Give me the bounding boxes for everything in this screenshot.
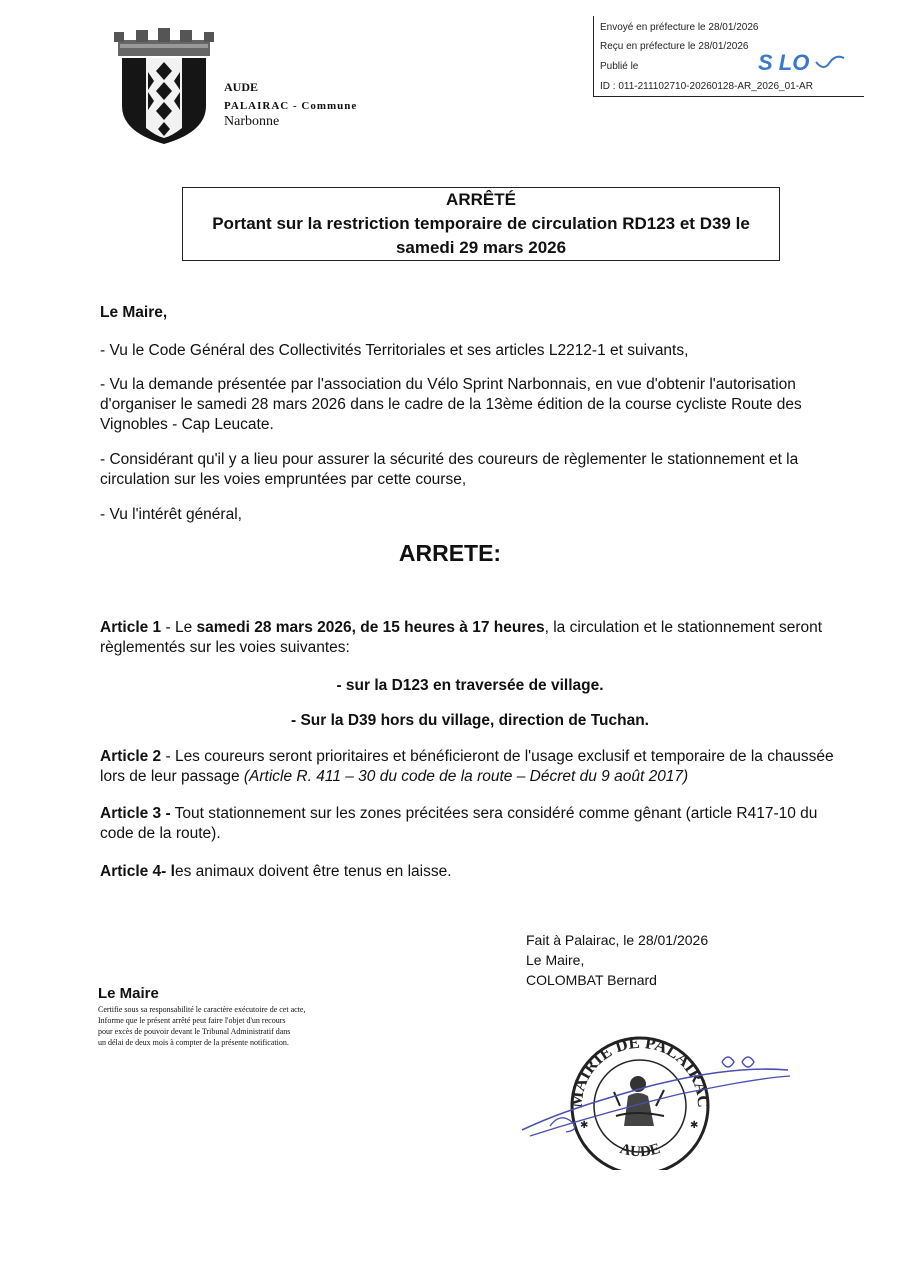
article-1-label: Article 1 (100, 619, 162, 636)
signature-name: COLOMBAT Bernard (526, 972, 657, 988)
prefecture-published: Publié le (600, 61, 639, 72)
maire-heading: Le Maire, (100, 304, 168, 321)
article-1-text: , la circulation et le stationnement seront règlementés sur les voies suivantes: (100, 619, 823, 656)
svg-text:MAIRIE DE PALAIRAC: MAIRIE DE PALAIRAC (566, 1032, 714, 1109)
article-4 (100, 862, 840, 882)
prefecture-received: Reçu en préfecture le 28/01/2026 (600, 41, 749, 52)
article-1-sep: - Le (161, 619, 197, 636)
article-3-text: Tout stationnement sur les zones précitées sera considéré comme gênant (article R417-10 du code de la route). (100, 805, 818, 842)
arrondissement-name: Narbonne (224, 114, 280, 129)
vu-interet: - Vu l'intérêt général, (100, 506, 242, 523)
article-3 (100, 804, 840, 844)
prefecture-sent: Envoyé en préfecture le 28/01/2026 (600, 22, 759, 33)
signature-place-date: Fait à Palairac, le 28/01/2026 (526, 932, 709, 948)
title-date: samedi 29 mars 2026 (395, 238, 567, 257)
certification-line: Informe que le présent arrêté peut faire l'objet d'un recours (98, 1016, 286, 1025)
article-1 (100, 618, 840, 658)
article-3-label: Article 3 - (100, 805, 171, 822)
prefecture-stamp (593, 16, 864, 97)
article-1-date: samedi 28 mars 2026, de 15 heures à 17 heures (196, 619, 545, 636)
commune-name: PALAIRAC - Commune (224, 100, 358, 112)
vu-demande: - Vu la demande présentée par l'association du Vélo Sprint Narbonnais, en vue d'obtenir l'autorisation d'organiser le samedi 28 mars 2026 dans le cadre de la 13ème édition de la course cycliste Route des Vignobles - Cap Leucate. (100, 376, 802, 433)
certification-line: Certifie sous sa responsabilité le caractère exécutoire de cet acte, (98, 1005, 306, 1014)
prefecture-id: ID : 011-211102710-20260128-AR_2026_01-AR (600, 81, 813, 92)
svg-text:S LO: S LO (758, 50, 810, 75)
title-heading: ARRÊTÉ (446, 190, 516, 209)
article-4-label: Article 4- l (100, 863, 175, 880)
road-d123: - sur la D123 en traversée de village. (336, 677, 604, 694)
article-2 (100, 747, 840, 787)
vu-code: - Vu le Code Général des Collectivités Territoriales et ses articles L2212-1 et suivants, (100, 342, 689, 359)
considerant: - Considérant qu'il y a lieu pour assurer la sécurité des coureurs de règlementer le stationnement et la circulation sur les voies empruntées par cette course, (100, 451, 799, 488)
signature-title: Le Maire, (526, 952, 585, 968)
article-4-text: es animaux doivent être tenus en laisse. (174, 863, 452, 880)
svg-text:✱: ✱ (690, 1120, 699, 1131)
road-d39: - Sur la D39 hors du village, direction de Tuchan. (290, 712, 649, 729)
certification-heading: Le Maire (98, 985, 159, 1002)
title-box (182, 187, 780, 261)
arrete-heading: ARRETE: (398, 540, 502, 566)
stamp-mark (758, 44, 848, 80)
article-2-label: Article 2 (100, 748, 162, 765)
certification-block (98, 985, 305, 1048)
title-line: Portant sur la restriction temporaire de circulation RD123 et D39 le (212, 214, 750, 233)
coat-of-arms-icon (112, 28, 216, 146)
certification-line: un délai de deux mois à compter de la présente notification. (98, 1038, 289, 1047)
commune-block (224, 80, 357, 130)
department-name: AUDE (224, 80, 259, 94)
certification-line: pour excès de pouvoir devant le Tribunal Administratif dans (98, 1027, 291, 1036)
article-2-reference: (Article R. 411 – 30 du code de la route – Décret du 9 août 2017) (243, 768, 689, 785)
mairie-seal-icon (520, 1020, 810, 1170)
svg-text:AUDE: AUDE (617, 1140, 663, 1161)
svg-text:✱: ✱ (580, 1120, 589, 1131)
article-2-text: - Les coureurs seront prioritaires et bénéficieront de l'usage exclusif et temporaire de la chaussée lors de leur passage (100, 748, 834, 785)
signature-block (526, 930, 708, 990)
